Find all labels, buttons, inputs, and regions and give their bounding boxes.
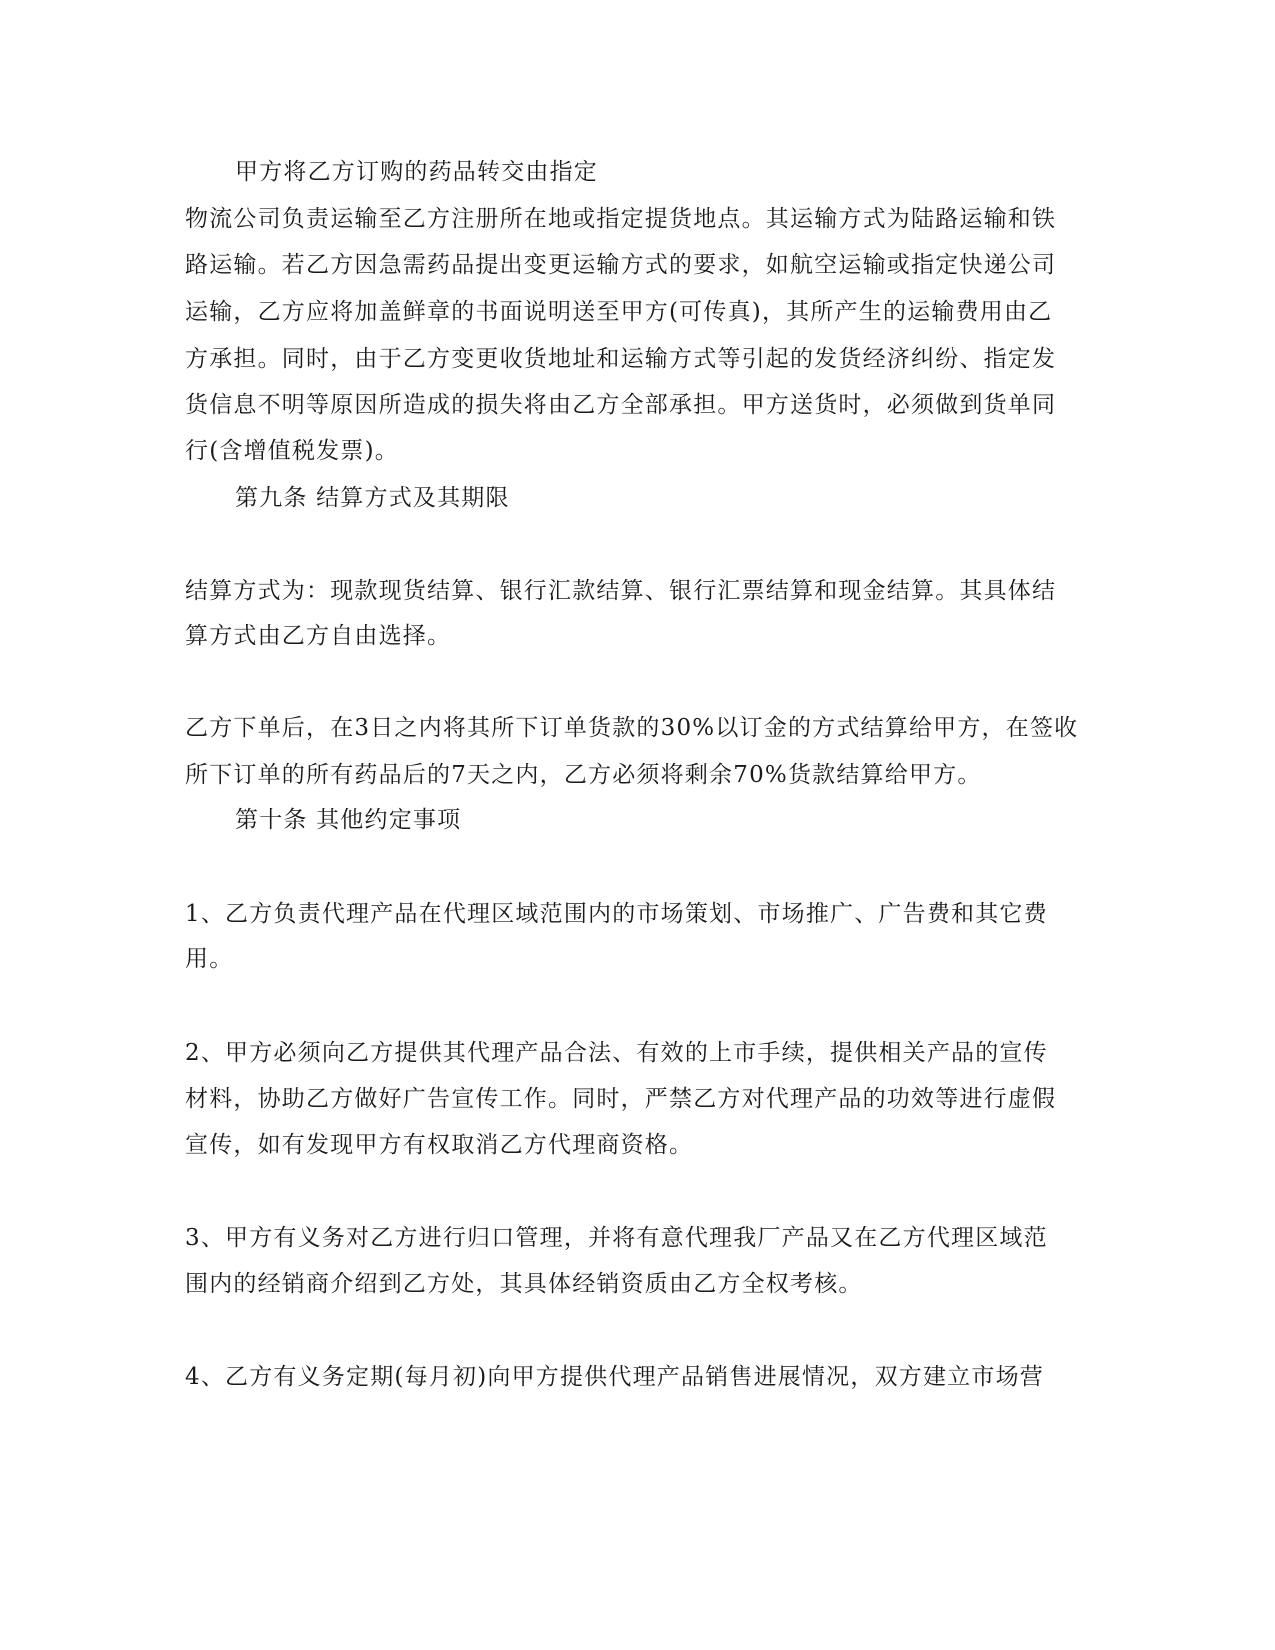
list-item-line: 宣传，如有发现甲方有权取消乙方代理商资格。 <box>185 1132 694 1158</box>
article-10-heading: 第十条 其他约定事项 <box>235 807 462 833</box>
text-line: 货信息不明等原因所造成的损失将由乙方全部承担。甲方送货时，必须做到货单同 <box>185 392 1057 418</box>
text-line: 甲方将乙方订购的药品转交由指定 <box>235 159 598 185</box>
list-item-line: 围内的经销商介绍到乙方处，其具体经销资质由乙方全权考核。 <box>185 1271 863 1297</box>
article-9-heading: 第九条 结算方式及其期限 <box>235 485 510 511</box>
list-item-line: 3、甲方有义务对乙方进行归口管理，并将有意代理我厂产品又在乙方代理区域范 <box>185 1225 1048 1251</box>
text-line: 乙方下单后，在3日之内将其所下订单货款的30%以订金的方式结算给甲方，在签收 <box>185 715 1079 741</box>
text-line: 物流公司负责运输至乙方注册所在地或指定提货地点。其运输方式为陆路运输和铁 <box>185 206 1057 232</box>
list-item-line: 4、乙方有义务定期(每月初)向甲方提供代理产品销售进展情况，双方建立市场营 <box>185 1364 1044 1390</box>
list-item-line: 1、乙方负责代理产品在代理区域范围内的市场策划、市场推广、广告费和其它费 <box>185 901 1048 927</box>
text-line: 所下订单的所有药品后的7天之内，乙方必须将剩余70%货款结算给甲方。 <box>185 762 982 788</box>
text-line: 结算方式为：现款现货结算、银行汇款结算、银行汇票结算和现金结算。其具体结 <box>185 578 1057 604</box>
text-line: 方承担。同时，由于乙方变更收货地址和运输方式等引起的发货经济纠纷、指定发 <box>185 346 1057 372</box>
text-line: 运输，乙方应将加盖鲜章的书面说明送至甲方(可传真)，其所产生的运输费用由乙 <box>185 299 1053 325</box>
list-item-line: 2、甲方必须向乙方提供其代理产品合法、有效的上市手续，提供相关产品的宣传 <box>185 1040 1048 1066</box>
list-item-line: 用。 <box>185 946 234 972</box>
text-line: 路运输。若乙方因急需药品提出变更运输方式的要求，如航空运输或指定快递公司 <box>185 252 1057 278</box>
list-item-line: 材料，协助乙方做好广告宣传工作。同时，严禁乙方对代理产品的功效等进行虚假 <box>185 1086 1057 1112</box>
text-line: 算方式由乙方自由选择。 <box>185 623 452 649</box>
text-line: 行(含增值税发票)。 <box>185 438 399 464</box>
